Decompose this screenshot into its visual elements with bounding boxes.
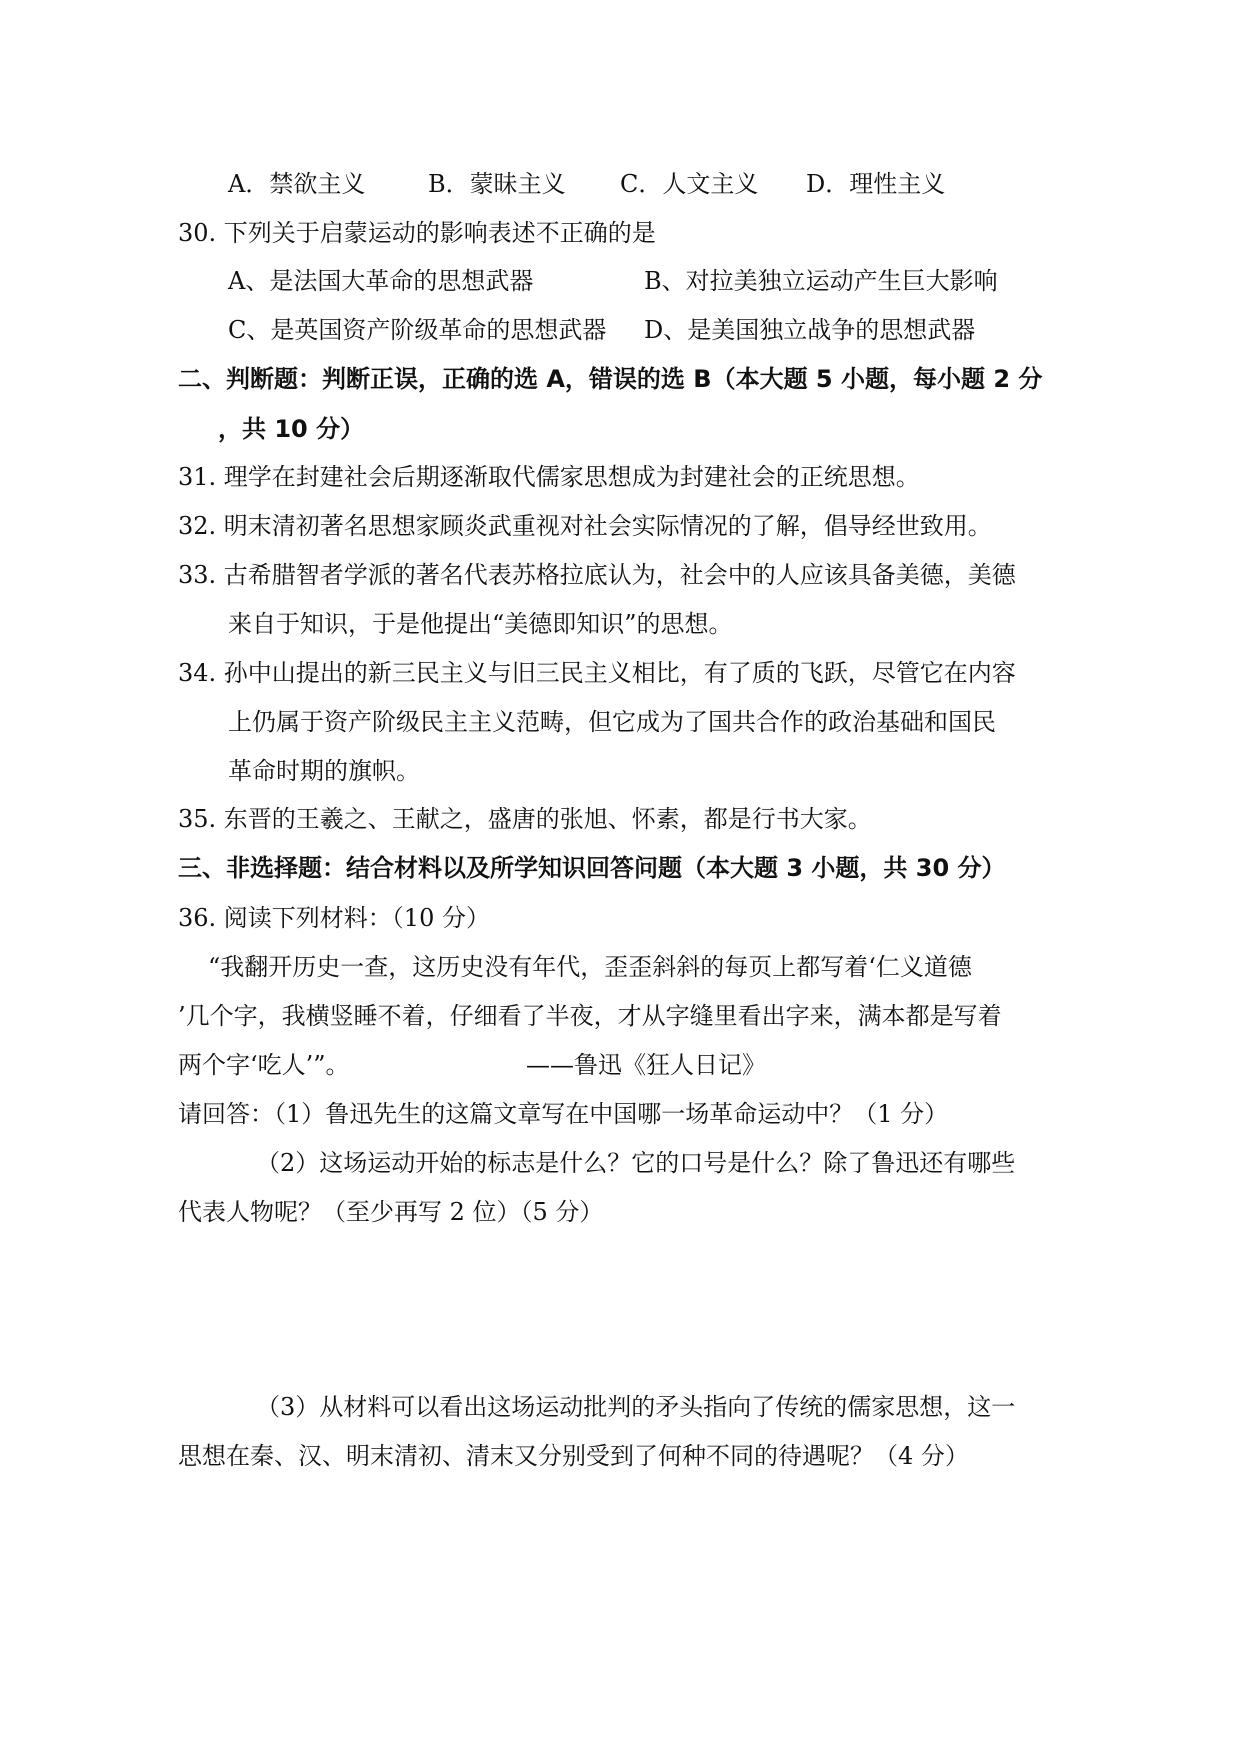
q33: 33. 古希腊智者学派的著名代表苏格拉底认为，社会中的人应该具备美德，美德 [178, 561, 1016, 589]
q29-option-b: B．蒙昧主义 [428, 170, 566, 198]
quote-line3-text: 两个字‘吃人’”。 [178, 1051, 350, 1079]
q30-option-d: D、是美国独立战争的思想武器 [644, 316, 976, 344]
q34-cont1: 上仍属于资产阶级民主主义范畴，但它成为了国共合作的政治基础和国民 [228, 708, 996, 736]
q29-option-c: C．人文主义 [620, 170, 759, 198]
sub-question-3: （3）从材料可以看出这场运动批判的矛头指向了传统的儒家思想，这一 [256, 1393, 1016, 1421]
sub-question-1: 请回答：（1）鲁迅先生的这篇文章写在中国哪一场革命运动中？（1 分） [178, 1100, 949, 1128]
section2-heading: 二、判断题：判断正误，正确的选 A，错误的选 B（本大题 5 小题，每小题 2 分 [178, 365, 1043, 393]
q30-stem: 30. 下列关于启蒙运动的影响表述不正确的是 [178, 219, 656, 247]
q29-option-a: A．禁欲主义 [228, 170, 366, 198]
sub-question-3-cont: 思想在秦、汉、明末清初、清末又分别受到了何种不同的待遇呢？（4 分） [178, 1442, 969, 1470]
quote-source: ——鲁迅《狂人日记》 [526, 1051, 766, 1079]
sub-question-2: （2）这场运动开始的标志是什么？它的口号是什么？除了鲁迅还有哪些 [256, 1149, 1016, 1177]
q30-option-a: A、是法国大革命的思想武器 [228, 267, 534, 295]
q32: 32. 明末清初著名思想家顾炎武重视对社会实际情况的了解，倡导经世致用。 [178, 512, 992, 540]
section3-heading: 三、非选择题：结合材料以及所学知识回答问题（本大题 3 小题，共 30 分） [178, 854, 1006, 882]
section2-heading-cont: ，共 10 分） [218, 415, 365, 443]
q30-option-b: B、对拉美独立运动产生巨大影响 [644, 267, 998, 295]
q35: 35. 东晋的王羲之、王献之，盛唐的张旭、怀素，都是行书大家。 [178, 805, 872, 833]
q34: 34. 孙中山提出的新三民主义与旧三民主义相比，有了质的飞跃，尽管它在内容 [178, 659, 1016, 687]
q29-option-d: D．理性主义 [806, 170, 946, 198]
q30-option-c: C、是英国资产阶级革命的思想武器 [228, 316, 607, 344]
quote-line1: “我翻开历史一查，这历史没有年代，歪歪斜斜的每页上都写着‘仁义道德 [208, 953, 972, 981]
q34-cont2: 革命时期的旗帜。 [228, 757, 420, 785]
q31: 31. 理学在封建社会后期逐渐取代儒家思想成为封建社会的正统思想。 [178, 463, 920, 491]
q33-cont: 来自于知识，于是他提出“美德即知识”的思想。 [228, 610, 733, 638]
q36-intro: 36. 阅读下列材料：（10 分） [178, 904, 490, 932]
sub-question-2-cont: 代表人物呢？（至少再写 2 位）（5 分） [178, 1198, 604, 1226]
quote-line2: ’几个字，我横竖睡不着，仔细看了半夜，才从字缝里看出字来，满本都是写着 [178, 1002, 1002, 1030]
